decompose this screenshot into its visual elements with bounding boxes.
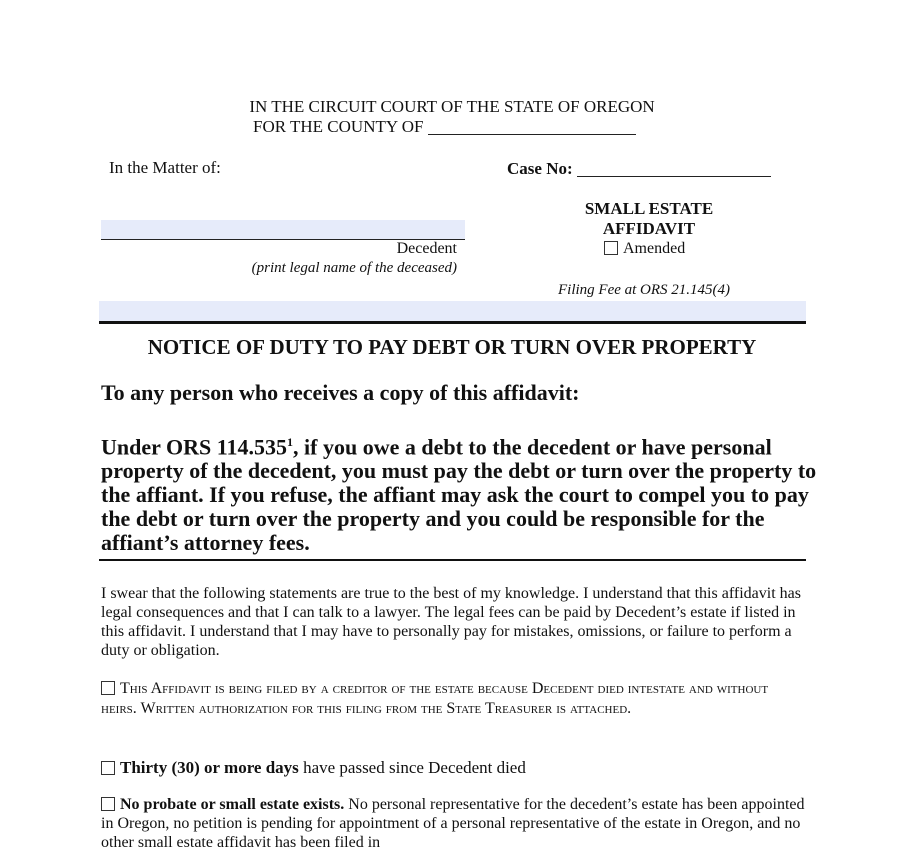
county-label: FOR THE COUNTY OF [253,117,424,136]
notice-body-prefix: Under ORS 114.535 [101,434,288,460]
notice-body [101,430,821,555]
filing-fee-note: Filing Fee at ORS 21.145(4) [558,282,731,298]
decedent-name-field[interactable] [101,220,465,240]
notice-recipient: To any person who receives a copy of this affidavit: [101,380,580,405]
county-field[interactable] [428,117,636,135]
form-title-line2: AFFIDAVIT [602,219,696,238]
decedent-note: (print legal name of the deceased) [251,260,457,276]
matter-label: In the Matter of: [109,158,221,177]
creditor-checkbox[interactable] [101,681,115,695]
amended-checkbox[interactable] [604,241,618,255]
oath-paragraph: I swear that the following statements are true to the best of my knowledge. I understand that this affidavit has legal consequences and that I can talk to a lawyer. The legal fees can be paid by Decedent’s estate if listed in this affidavit. I understand that I may have to personally pay for mistakes, omissions, or failure to perform a duty or obligation. [101,585,801,659]
amended-option[interactable] [604,240,685,258]
form-title [545,199,753,239]
case-number-label: Case No: [507,159,573,178]
creditor-option [101,679,806,719]
divider-middle [99,559,806,561]
form-title-line1: SMALL ESTATE [584,199,714,218]
case-number-field[interactable] [577,158,771,177]
thirty-days-checkbox[interactable] [101,761,115,775]
filing-fee-field[interactable] [99,301,806,321]
thirty-days-bold: Thirty (30) or more days [120,758,299,777]
footnote-ref: 1 [287,435,294,449]
no-probate-text: No personal representative for the decedent’s estate has been appointed in Oregon, no petition is pending for appointment of a personal representative of the estate in Oregon, and no other small estate affidavit has been filed in [101,796,805,851]
decedent-label: Decedent [396,240,457,257]
amended-label: Amended [623,240,686,257]
court-heading-line1: IN THE CIRCUIT COURT OF THE STATE OF OREGON [249,97,655,116]
court-heading-line2 [253,117,636,137]
notice-body-rest: , if you owe a debt to the decedent or have personal property of the decedent, you must pay the debt or turn over the property to the affiant. If you refuse, the affiant may ask the court to compel you to pay the debt or turn over the property and you could be responsible for the affiant’s attorney fees. [101,434,817,556]
notice-heading: NOTICE OF DUTY TO PAY DEBT OR TURN OVER PROPERTY [147,335,757,359]
no-probate-option [101,795,806,852]
thirty-days-text: have passed since Decedent died [298,758,526,777]
divider-top [99,321,806,324]
no-probate-bold: No probate or small estate exists. [120,796,345,813]
thirty-days-option [101,758,526,778]
no-probate-checkbox[interactable] [101,797,115,811]
creditor-text: This Affidavit is being filed by a creditor of the estate because Decedent died intestate and without heirs. Written authorization for this filing from the State Treasurer is attached. [101,680,769,717]
case-number [507,158,771,179]
